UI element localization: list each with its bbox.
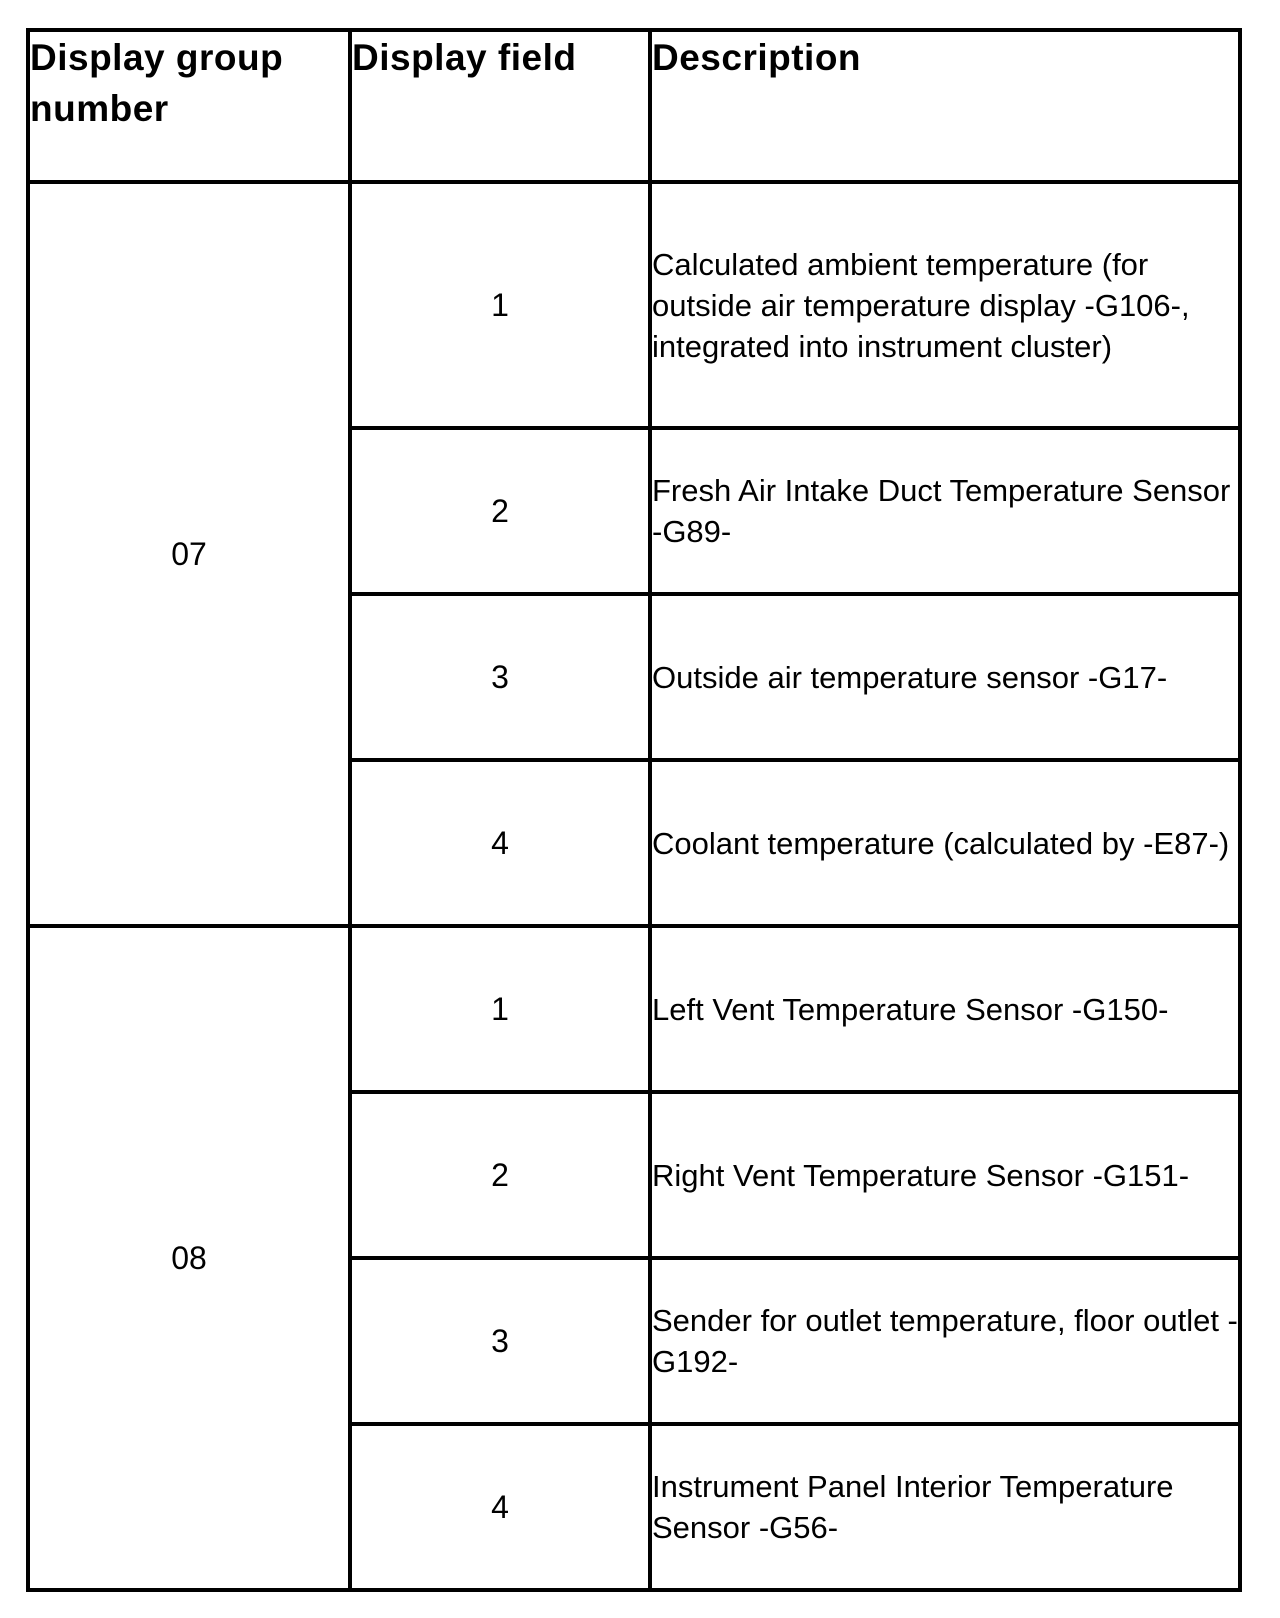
display-group-table (26, 28, 1242, 1592)
display-field-cell: 1 (350, 182, 650, 428)
header-display-field: Display field (350, 30, 650, 182)
description-cell: Left Vent Temperature Sensor -G150- (650, 926, 1240, 1092)
description-cell: Coolant temperature (calculated by -E87-) (650, 760, 1240, 926)
description-cell: Fresh Air Intake Duct Temperature Sensor -G89- (650, 428, 1240, 594)
group-number-cell: 07 (28, 182, 350, 926)
description-cell: Right Vent Temperature Sensor -G151- (650, 1092, 1240, 1258)
display-field-cell: 1 (350, 926, 650, 1092)
display-field-cell: 3 (350, 1258, 650, 1424)
description-cell: Outside air temperature sensor -G17- (650, 594, 1240, 760)
display-field-cell: 2 (350, 428, 650, 594)
description-cell: Calculated ambient temperature (for outside air temperature display -G106-, integrated into instrument cluster) (650, 182, 1240, 428)
header-display-group-number: Display group number (28, 30, 350, 182)
group-number-cell: 08 (28, 926, 350, 1590)
header-row (28, 30, 1240, 182)
header-description: Description (650, 30, 1240, 182)
display-field-cell: 4 (350, 760, 650, 926)
table-row (28, 926, 1240, 1092)
display-field-cell: 3 (350, 594, 650, 760)
description-cell: Instrument Panel Interior Temperature Sensor -G56- (650, 1424, 1240, 1590)
table-row (28, 182, 1240, 428)
display-field-cell: 4 (350, 1424, 650, 1590)
display-field-cell: 2 (350, 1092, 650, 1258)
description-cell: Sender for outlet temperature, floor outlet -G192- (650, 1258, 1240, 1424)
